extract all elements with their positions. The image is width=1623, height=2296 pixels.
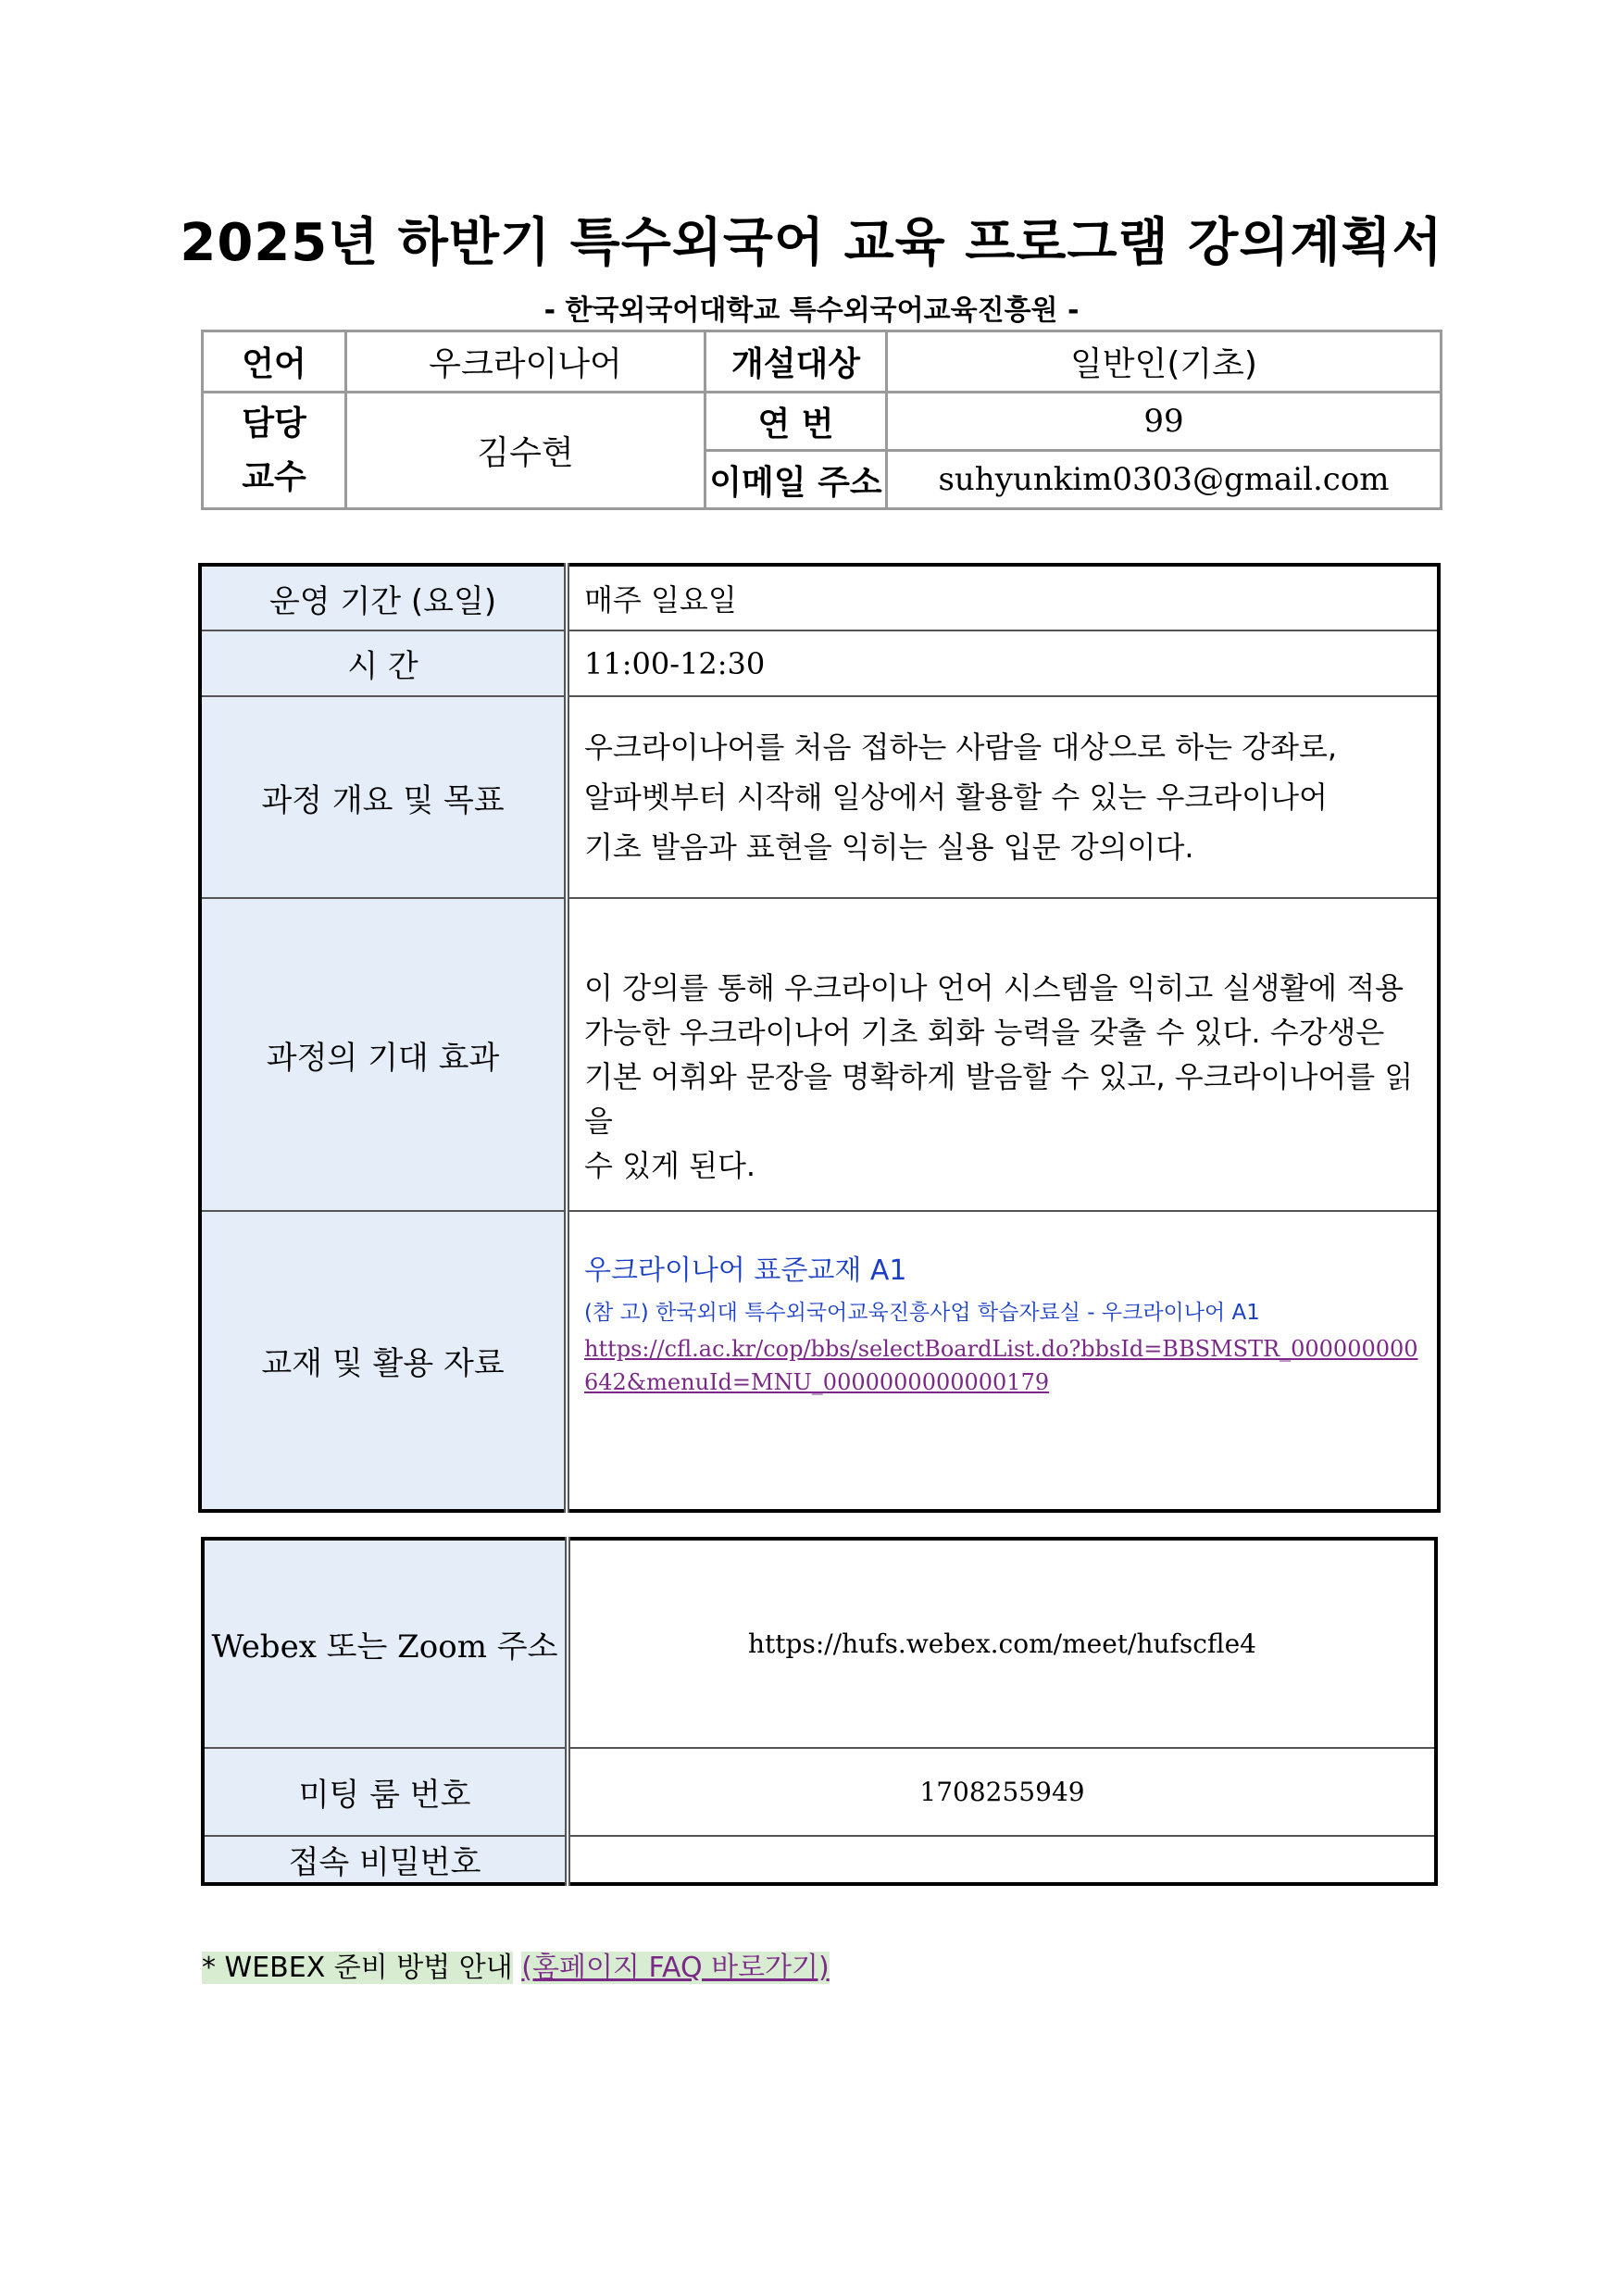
password-label: 접속 비밀번호 [203,1836,568,1884]
professor-label-line1: 담당 [242,404,306,443]
time-label: 시 간 [200,630,567,696]
language-value: 우크라이나어 [346,331,705,393]
overview-label: 과정 개요 및 목표 [200,696,567,898]
professor-value: 김수현 [346,393,705,509]
effects-line: 수 있게 된다. [584,1148,756,1183]
effects-line: 가능한 우크라이나어 기초 회화 능력을 갖출 수 있다. 수강생은 [584,1015,1385,1050]
password-value [568,1836,1436,1884]
room-number-label: 미팅 룸 번호 [203,1748,568,1836]
overview-line: 알파벳부터 시작해 일상에서 활용할 수 있는 우크라이나어 [584,780,1328,815]
language-label: 언어 [203,331,346,393]
faq-link[interactable]: (홈페이지 FAQ 바로가기) [521,1952,830,1984]
period-label: 운영 기간 (요일) [200,565,567,630]
period-value: 매주 일요일 [567,565,1439,630]
overview-line: 기초 발음과 표현을 익히는 실용 입문 강의이다. [584,830,1194,865]
overview-line: 우크라이나어를 처음 접하는 사람을 대상으로 하는 강좌로, [584,730,1338,765]
meeting-info-table [201,1537,1438,1886]
meeting-url-label: Webex 또는 Zoom 주소 [203,1539,568,1748]
effects-line: 이 강의를 통해 우크라이나 언어 시스템을 익히고 실생활에 적용 [584,970,1405,1005]
materials-content [567,1211,1439,1511]
professor-label-line2: 교수 [242,457,306,496]
course-detail-table [198,563,1441,1513]
time-value: 11:00-12:30 [567,630,1439,696]
email-value: suhyunkim0303@gmail.com [887,451,1442,509]
course-info-table [201,330,1442,510]
email-label: 이메일 주소 [705,451,887,509]
overview-text [567,696,1439,898]
materials-title: 우크라이나어 표준교재 A1 [584,1254,907,1287]
number-label: 연 번 [705,393,887,451]
effects-label: 과정의 기대 효과 [200,898,567,1211]
target-value: 일반인(기초) [887,331,1442,393]
webex-guide-note [202,1944,830,1985]
materials-reference: (참 고) 한국외대 특수외국어교육진흥사업 학습자료실 - 우크라이나어 A1 [584,1301,1260,1325]
effects-line: 기본 어휘와 문장을 명확하게 발음할 수 있고, 우크라이나어를 읽을 [584,1059,1414,1139]
document-title: 2025년 하반기 특수외국어 교육 프로그램 강의계획서 [180,213,1443,273]
webex-guide-text: * WEBEX 준비 방법 안내 [202,1952,513,1984]
target-label: 개설대상 [705,331,887,393]
meeting-url-value[interactable]: https://hufs.webex.com/meet/hufscfle4 [568,1539,1436,1748]
room-number-value: 1708255949 [568,1748,1436,1836]
effects-text [567,898,1439,1211]
document-subtitle: - 한국외국어대학교 특수외국어교육진흥원 - [543,294,1080,327]
materials-label: 교재 및 활용 자료 [200,1211,567,1511]
professor-label [203,393,346,509]
number-value: 99 [887,393,1442,451]
materials-link[interactable]: https://cfl.ac.kr/cop/bbs/selectBoardList.do?bbsId=BBSMSTR_000000000642&menuId=MNU_0000000000000179 [584,1336,1418,1395]
